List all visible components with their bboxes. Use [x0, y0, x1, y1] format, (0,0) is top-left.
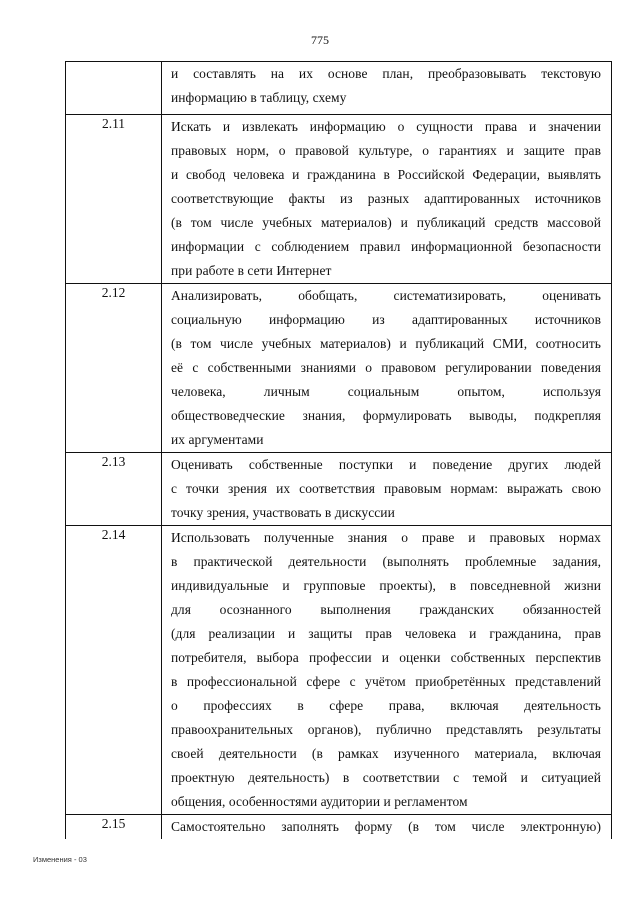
item-description [162, 115, 612, 284]
table-row [66, 62, 612, 115]
text-line: для осознанного выполнения гражданских обязанностей [171, 602, 601, 617]
requirements-table-body [66, 62, 612, 840]
item-number: 2.14 [66, 526, 162, 815]
text-line: Самостоятельно заполнять форму (в том числе электронную) [171, 819, 601, 834]
text-line: Искать и извлекать информацию о сущности права и значении [171, 119, 601, 134]
item-number: 2.15 [66, 815, 162, 840]
text-line: Оценивать собственные поступки и поведение других людей [171, 457, 601, 472]
text-line: при работе в сети Интернет [171, 263, 332, 278]
item-description [162, 284, 612, 453]
text-line: их аргументами [171, 432, 264, 447]
item-description [162, 526, 612, 815]
item-description [162, 62, 612, 115]
text-line: (в том числе учебных материалов) и публикаций СМИ, соотносить [171, 336, 601, 351]
text-line: точку зрения, участвовать в дискуссии [171, 505, 395, 520]
table-row [66, 115, 612, 284]
requirements-table [65, 61, 612, 839]
text-line: соответствующие факты из разных адаптированных источников [171, 191, 601, 206]
text-line: в профессиональной сфере с учётом приобретённых представлений [171, 674, 601, 689]
text-line: своей деятельности (в рамках изученного материала, включая [171, 746, 601, 761]
item-description [162, 815, 612, 840]
text-line: (для реализации и защиты прав человека и гражданина, прав [171, 626, 601, 641]
text-line: правовых норм, о правовой культуре, о гарантиях и защите прав [171, 143, 601, 158]
text-line: проектную деятельность) в соответствии с темой и ситуацией [171, 770, 601, 785]
table-row [66, 815, 612, 840]
text-line: правоохранительных органов), публично представлять результаты [171, 722, 601, 737]
text-line: человека, личным социальным опытом, используя [171, 384, 601, 399]
table-row [66, 284, 612, 453]
item-number [66, 62, 162, 115]
text-line: в практической деятельности (выполнять проблемные задания, [171, 554, 601, 569]
footer-revision: Изменения - 03 [33, 855, 87, 864]
page-number: 775 [311, 33, 329, 47]
text-line: Анализировать, обобщать, систематизировать, оценивать [171, 288, 601, 303]
text-line: социальную информацию из адаптированных источников [171, 312, 601, 327]
text-line: её с собственными знаниями о правовом регулировании поведения [171, 360, 601, 375]
item-number: 2.11 [66, 115, 162, 284]
item-number: 2.13 [66, 453, 162, 526]
table-row [66, 453, 612, 526]
item-description [162, 453, 612, 526]
text-line: о профессиях в сфере права, включая деятельность [171, 698, 601, 713]
text-line: с точки зрения их соответствия правовым нормам: выражать свою [171, 481, 601, 496]
text-line: и свобод человека и гражданина в Российской Федерации, выявлять [171, 167, 601, 182]
text-line: и составлять на их основе план, преобразовывать текстовую [171, 66, 601, 81]
item-number: 2.12 [66, 284, 162, 453]
text-line: индивидуальные и групповые проекты), в повседневной жизни [171, 578, 601, 593]
text-line: информации с соблюдением правил информационной безопасности [171, 239, 601, 254]
text-line: общения, особенностями аудитории и регламентом [171, 794, 468, 809]
text-line: потребителя, выбора профессии и оценки собственных перспектив [171, 650, 601, 665]
text-line: (в том числе учебных материалов) и публикаций средств массовой [171, 215, 601, 230]
text-line: обществоведческие знания, формулировать выводы, подкрепляя [171, 408, 601, 423]
text-line: Использовать полученные знания о праве и правовых нормах [171, 530, 601, 545]
table-row [66, 526, 612, 815]
text-line: информацию в таблицу, схему [171, 90, 347, 105]
